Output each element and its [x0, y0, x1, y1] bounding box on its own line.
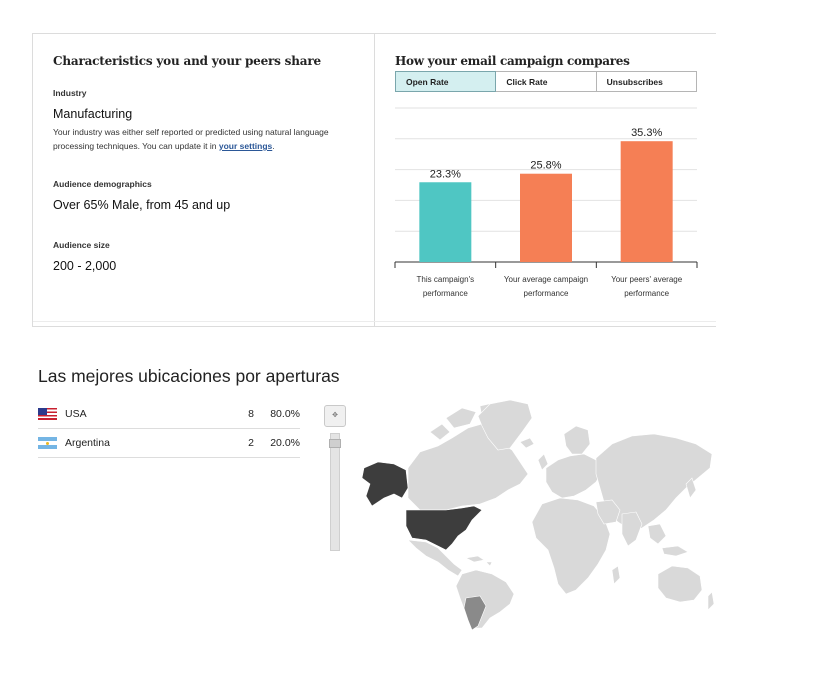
- chart-data-label: 25.8%: [530, 159, 562, 172]
- chart-category-label: This campaign's: [416, 275, 475, 284]
- chart-bar: [520, 174, 572, 262]
- chart-category-label: performance: [624, 289, 670, 298]
- industry-description-text: Your industry was either self reported or predicted using natural language processing techniques. You can update it in: [53, 127, 329, 151]
- map-europe: [546, 454, 602, 498]
- location-country: USA: [65, 408, 87, 420]
- map-southeast-asia: [648, 524, 688, 556]
- usa-flag-icon: [38, 408, 57, 420]
- map-zoom-handle[interactable]: [329, 439, 341, 448]
- map-south-america: [456, 570, 514, 628]
- characteristics-title: Characteristics you and your peers share: [53, 54, 321, 68]
- argentina-flag-icon: [38, 437, 57, 449]
- map-usa-alaska: [362, 462, 408, 506]
- industry-label: Industry: [53, 88, 87, 98]
- map-madagascar: [612, 566, 620, 584]
- world-map[interactable]: [350, 398, 718, 630]
- map-mexico: [408, 540, 462, 576]
- location-count: 2: [248, 437, 254, 449]
- map-scandinavia: [564, 426, 590, 454]
- chart-data-label: 35.3%: [631, 127, 663, 140]
- chart-bar: [419, 182, 471, 262]
- location-percent: 80.0%: [270, 408, 300, 420]
- location-percent: 20.0%: [270, 437, 300, 449]
- chart-category-label: performance: [422, 289, 468, 298]
- map-zoom-slider[interactable]: [330, 433, 340, 551]
- comparison-title: How your email campaign compares: [395, 54, 630, 68]
- map-zoom-control: [324, 405, 346, 551]
- location-row-usa: [38, 400, 300, 429]
- industry-value: Manufacturing: [53, 107, 133, 121]
- location-row-argentina: [38, 429, 300, 458]
- map-pan-icon[interactable]: ✥: [324, 405, 346, 427]
- location-country: Argentina: [65, 437, 110, 449]
- audience-size-label: Audience size: [53, 240, 110, 250]
- panel-bottom-line: [33, 321, 716, 322]
- map-australia: [658, 566, 702, 602]
- panel-divider: [374, 34, 375, 326]
- map-new-zealand: [708, 592, 714, 610]
- map-caribbean: [466, 556, 492, 566]
- comparison-section: [395, 54, 699, 298]
- demographics-label: Audience demographics: [53, 179, 152, 189]
- audience-size-value: 200 - 2,000: [53, 259, 117, 273]
- chart-data-label: 23.3%: [429, 168, 461, 181]
- tab-unsubscribes[interactable]: Unsubscribes: [597, 71, 697, 92]
- tab-click-rate[interactable]: Click Rate: [496, 71, 596, 92]
- characteristics-section: [53, 54, 353, 273]
- industry-description: [53, 125, 353, 153]
- chart-category-label: Your peers' average: [611, 275, 683, 284]
- comparison-bar-chart: [395, 108, 699, 308]
- chart-bar: [621, 141, 673, 262]
- industry-description-end: .: [272, 141, 275, 151]
- tab-open-rate[interactable]: Open Rate: [395, 71, 496, 92]
- peer-comparison-panel: [32, 33, 716, 327]
- chart-category-label: performance: [523, 289, 569, 298]
- chart-category-label: Your average campaign: [503, 275, 589, 284]
- map-iceland: [520, 438, 534, 448]
- demographics-value: Over 65% Male, from 45 and up: [53, 198, 231, 212]
- location-count: 8: [248, 408, 254, 420]
- locations-table: [38, 400, 300, 458]
- locations-title: Las mejores ubicaciones por aperturas: [38, 366, 340, 386]
- settings-link[interactable]: your settings: [218, 141, 273, 151]
- metric-tabs: [395, 71, 697, 92]
